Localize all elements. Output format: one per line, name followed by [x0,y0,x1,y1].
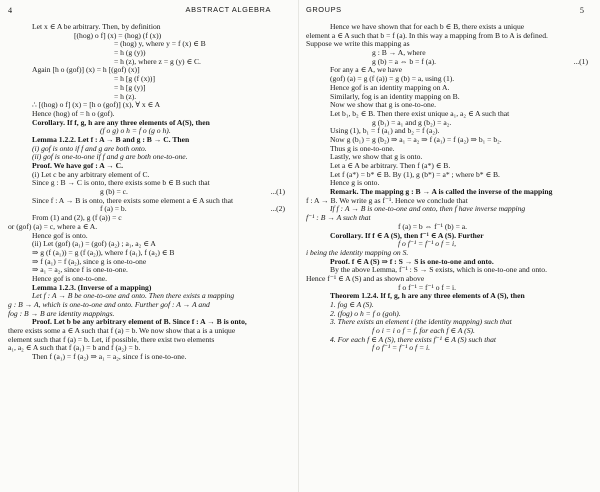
left-line-text: ⇒ a₁ = a₂, since f is one-to-one. [32,265,128,275]
right-line-text: f o f⁻¹ = f⁻¹ o f = i. [398,282,457,292]
left-line-text: = h (g (y)) [114,48,146,58]
left-line-text: a₁, a₂ ∈ A such that f (a₁) = b and f (a₂) = b. [8,343,141,353]
left-line-text: g : B → A, which is one-to-one and onto. Further gof : A → A and [8,300,210,309]
right-page-number: 5 [579,6,584,15]
right-line-text: Remark. The mapping g : B → A is called the inverse of the mapping [330,187,553,197]
right-line-text: Hence gof is an identity mapping on A. [330,82,450,92]
left-text-line [8,75,291,84]
right-line-text: For any a ∈ A, we have [330,65,403,75]
right-line-text: g (b₁) = a₁ and g (b₂) = a₂. [372,117,452,127]
left-line-text: Hence (hog) of = h o (gof). [32,108,115,118]
left-line-text: (i) Let c be any arbitrary element of C. [32,169,150,179]
left-text-line [8,353,291,362]
left-line-text: ∴ [(hog) o f] (x) = [h o (gof)] (x), ∀ x ∈ A [32,100,161,110]
left-line-text: = h (z), where z = g (y) ∈ C. [114,56,201,66]
right-line-text: Thus g is one-to-one. [330,143,395,153]
left-line-text: Again [h o (gof)] (x) = h [(gof) (x)] [32,65,140,75]
left-line-text: element such that f (a) = b. Let, if possible, there exist two elements [8,334,215,344]
right-line-text: 4. For each f ∈ A (S), there exists f⁻¹ ∈ A (S) such that [330,334,497,344]
right-line-text: 3. There exists an element i (the identity mapping) such that [330,317,512,327]
left-line-text: From (1) and (2), g (f (a)) = c [32,213,122,223]
left-line-text: Proof. Let b be any arbitrary element of B. Since f : A → B is onto, [32,317,247,327]
left-page [8,6,291,488]
right-line-text: Proof. f ∈ A (S) ⇒ f : S → S is one-to-one and onto. [330,256,494,266]
right-line-text: f (a) = b ⇔ f⁻¹ (b) = a. [398,221,468,231]
right-page-header [306,6,594,20]
left-line-text: Let f : A → B be one-to-one and onto. Then there exists a mapping [32,291,235,301]
right-line-text: Now we show that g is one-to-one. [330,100,437,110]
right-line-text: element a ∈ A such that b = f (a). In this way a mapping from B to A is defined. [306,30,548,40]
left-line-text: Lemma 1.2.2. Let f : A → B and g : B → C. Then [32,134,190,144]
page-gutter [298,0,299,492]
left-text-line [8,40,291,49]
left-line-text: Corollary. If f, g, h are any three elements of A(S), then [32,117,210,127]
right-page-body [306,23,594,353]
left-line-text: = (hog) y, where y = f (x) ∈ B [114,39,206,49]
left-running-head: ABSTRACT ALGEBRA [185,6,271,14]
right-line-text: g : B → A, where [372,48,426,58]
right-line-text: f : A → B. We write g as f⁻¹. Hence we conclude that [306,195,468,205]
left-text-line [8,179,291,188]
left-line-text: there exists some a ∈ A such that f (a) = b. We now show that a is a unique [8,326,236,336]
left-line-text: Lemma 1.2.3. (Inverse of a mapping) [32,282,152,292]
right-line-text: Let b₁, b₂ ∈ B. Then there exist unique a₁, a₂ ∈ A such that [330,108,510,118]
right-line-text: g (b) = a ⇔ b = f (a). [372,56,437,66]
left-text-line [8,84,291,93]
left-line-text: (f o g) o h = f o (g o h). [100,126,171,136]
left-line-text: ⇒ f (a₁) = f (a₂), since g is one-to-one [32,256,147,266]
right-line-text: Hence we have shown that for each b ∈ B, there exists a unique [330,22,525,31]
right-line-text: If f : A → B is one-to-one and onto, then f have inverse mapping [330,204,526,214]
left-line-text: or (gof) (a) = c, where a ∈ A. [8,221,98,231]
right-line-text: Let f (a*) = b* ∈ B. By (1), g (b*) = a* ; where b* ∈ B. [330,169,500,179]
right-line-text: f o i = i o f = f, for each f ∈ A (S). [372,326,475,336]
right-line-text: 1. fog ∈ A (S). [330,300,374,309]
left-page-body [8,23,291,362]
right-page [306,6,594,488]
right-equation-number: ...(1) [573,56,588,66]
right-line-text: f o f⁻¹ = f⁻¹ o f = i, [398,239,457,249]
right-line-text: f⁻¹ : B → A such that [306,213,371,223]
right-line-text: Similarly, fog is an identity mapping on B. [330,91,460,101]
right-line-text: Suppose we write this mapping as [306,39,410,49]
left-line-text: ⇒ g (f (a₁)) = g (f (a₂)), where f (a₁), f (a₂) ∈ B [32,247,175,257]
right-text-line [306,49,594,58]
right-line-text: Let a ∈ A be arbitrary. Then f (a*) ∈ B. [330,161,451,170]
right-line-text: i being the identity mapping on S. [306,247,409,257]
right-line-text: Hence f⁻¹ ∈ A (S) and as shown above [306,273,425,283]
right-line-text: 2. (fog) o h = f o (goh). [330,308,401,318]
right-line-text: Now g (b₁) = g (b₂) ⇒ a₁ = a₂ ⇒ f (a₁) = f (a₂) ⇒ b₁ = b₂. [330,134,502,144]
left-line-text: Since f : A → B is onto, there exists some element a ∈ A such that [32,195,234,205]
right-text-line [306,344,594,353]
right-line-text: (gof) (a) = g (f (a)) = g (b) = a, using (1). [330,74,455,84]
left-line-text: g (b) = c. [100,187,128,197]
right-text-line [306,336,594,345]
left-line-text: (ii) Let (gof) (a₁) = (gof) (a₂) ; a₁, a₂ ∈ A [32,239,156,249]
left-page-number: 4 [8,6,13,15]
left-line-text: = h (z). [114,91,137,101]
right-line-text: Lastly, we show that g is onto. [330,152,423,162]
right-line-text: Hence g is onto. [330,178,380,188]
left-equation-number: ...(2) [270,204,285,214]
right-line-text: By the above Lemma, f⁻¹ : S → S exists, which is one-to-one and onto. [330,265,547,275]
left-page-header [8,6,291,20]
left-line-text: [(hog) o f] (x) = (hog) (f (x)) [74,30,162,40]
left-line-text: Hence gof is onto. [32,230,88,240]
right-line-text: Corollary. If f ∈ A (S), then f⁻¹ ∈ A (S). Further [330,230,484,240]
left-line-text: = h [g (y)] [114,82,146,92]
left-line-text: Proof. We have gof : A → C. [32,161,124,170]
left-line-text: = h [g (f (x))] [114,74,155,84]
right-line-text: Using (1), b₁ = f (a₁) and b₂ = f (a₂). [330,126,440,136]
left-line-text: (ii) gof is one-to-one if f and g are both one-to-one. [32,152,188,162]
right-line-text: f o f⁻¹ = f⁻¹ o f = i. [372,343,431,353]
left-text-line [8,197,291,206]
left-line-text: Hence gof is one-to-one. [32,273,108,283]
left-line-text: (i) gof is onto if f and g are both onto. [32,143,147,153]
left-line-text: Since g : B → C is onto, there exists some b ∈ B such that [32,178,210,188]
right-running-head: GROUPS [306,6,342,14]
left-equation-number: ...(1) [270,187,285,197]
left-line-text: f (a) = b. [100,204,127,214]
right-text-line [306,40,594,49]
left-line-text: Let x ∈ A be arbitrary. Then, by definition [32,22,161,31]
left-line-text: fog : B → B are identity mappings. [8,308,115,318]
left-line-text: Then f (a₁) = f (a₂) ⇒ a₁ = a₂, since f is one-to-one. [32,352,187,362]
right-line-text: Theorem 1.2.4. If f, g, h are any three elements of A (S), then [330,291,525,301]
